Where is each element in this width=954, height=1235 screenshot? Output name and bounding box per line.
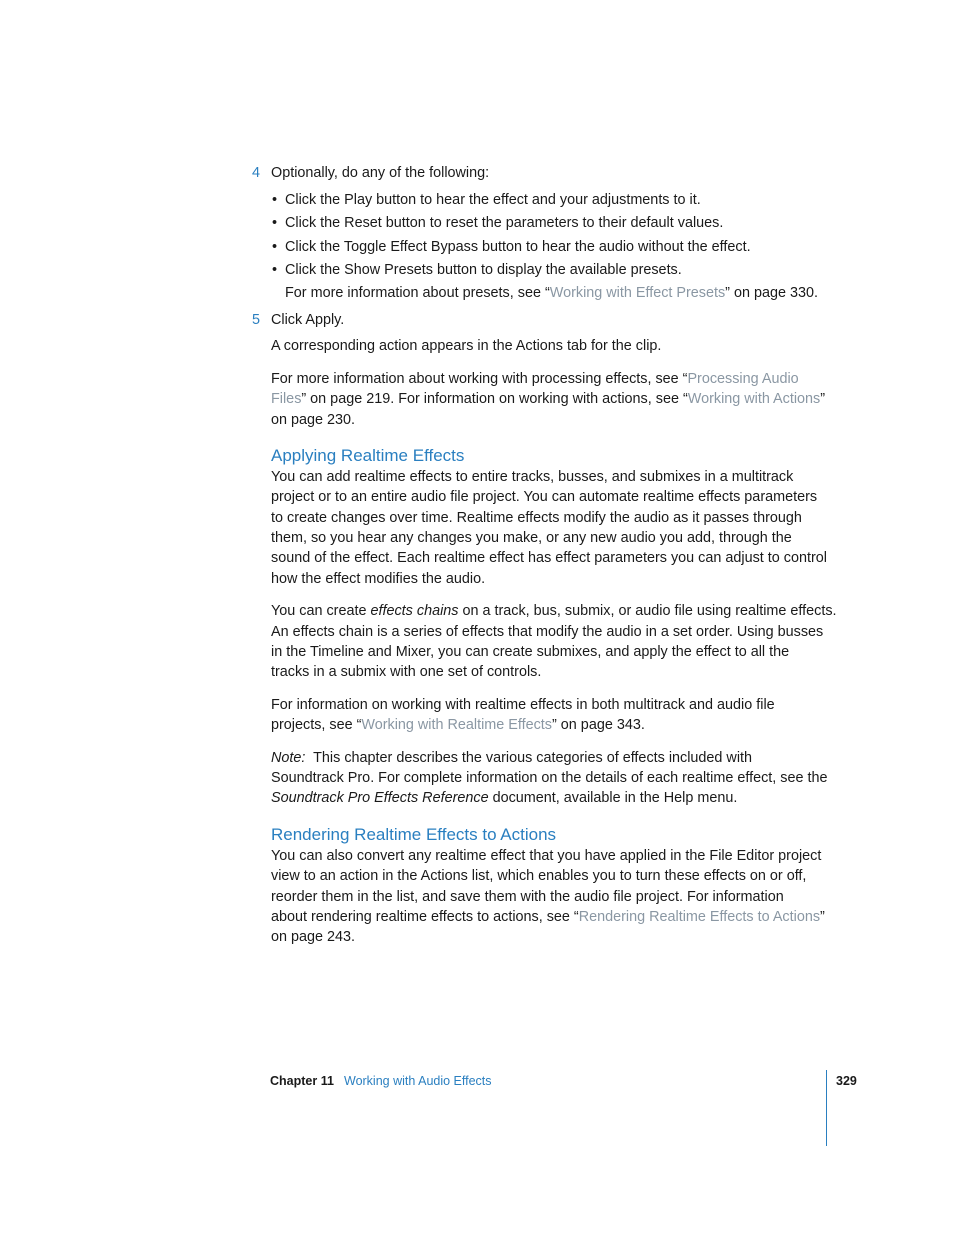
presets-info [285, 283, 818, 303]
section-heading: Applying Realtime Effects [271, 446, 465, 465]
paragraph-line: tracks in a submix with one set of controls. [271, 664, 542, 680]
info-text: For more information about working with processing effects, see “ [271, 371, 688, 387]
page-number: 329 [836, 1074, 857, 1088]
paragraph-line: project or to an entire audio file project. You can automate realtime effects parameters [271, 489, 818, 505]
paragraph-line [271, 601, 837, 621]
bullet-item: Click the Show Presets button to display the available presets. [285, 262, 682, 278]
paragraph-line: how the effect modifies the audio. [271, 571, 486, 587]
step-text: Optionally, do any of the following: [271, 165, 490, 181]
paragraph-line: view to an action in the Actions list, which enables you to turn these effects on or off, [271, 868, 807, 884]
footer-divider [826, 1070, 827, 1146]
text: document, available in the Help menu. [488, 790, 738, 806]
text: This chapter describes the various categories of effects included with [305, 750, 753, 766]
info-text: ” on page 219. For information on working with actions, see “ [301, 391, 688, 407]
footer-chapter: Chapter 11 [270, 1074, 334, 1088]
rendering-realtime-effects-link[interactable]: Rendering Realtime Effects to Actions [578, 909, 821, 925]
bullet-dot: • [272, 192, 278, 208]
text: on a track, bus, submix, or audio file using realtime effects. [458, 603, 837, 619]
paragraph-line: You can also convert any realtime effect that you have applied in the File Editor project [271, 848, 822, 864]
text: projects, see “ [271, 717, 362, 733]
presets-link[interactable]: Working with Effect Presets [549, 285, 726, 301]
step-number: 4 [252, 165, 261, 181]
paragraph-line: sound of the effect. Each realtime effect has effect parameters you can adjust to control [271, 550, 827, 566]
emphasis: Soundtrack Pro Effects Reference [271, 790, 489, 806]
footer-chapter-title[interactable]: Working with Audio Effects [344, 1074, 492, 1088]
emphasis: effects chains [370, 603, 459, 619]
info-line-2 [271, 389, 825, 409]
note-label: Note: [271, 750, 306, 766]
bullet-item: Click the Reset button to reset the parameters to their default values. [285, 215, 724, 231]
working-with-realtime-effects-link[interactable]: Working with Realtime Effects [361, 717, 553, 733]
bullet-dot: • [272, 239, 278, 255]
info-text: ” [820, 391, 826, 407]
paragraph-line: An effects chain is a series of effects that modify the audio in a set order. Using busses [271, 624, 824, 640]
bullet-dot: • [272, 262, 278, 278]
paragraph-line: For information on working with realtime effects in both multitrack and audio file [271, 697, 775, 713]
text: You can create [271, 603, 371, 619]
processing-audio-link[interactable]: Processing Audio [687, 371, 799, 387]
processing-audio-link-cont[interactable]: Files [271, 391, 302, 407]
text: ” [820, 909, 825, 925]
bullet-dot: • [272, 215, 278, 231]
text: ” on page 343. [552, 717, 645, 733]
paragraph-line: in the Timeline and Mixer, you can create submixes, and apply the effect to all the [271, 644, 790, 660]
info-line-3: on page 230. [271, 412, 356, 428]
working-with-actions-link[interactable]: Working with Actions [687, 391, 821, 407]
text: about rendering realtime effects to actions, see “ [271, 909, 579, 925]
paragraph-line [271, 907, 825, 927]
bullet-item: Click the Play button to hear the effect and your adjustments to it. [285, 192, 701, 208]
info-line-1 [271, 369, 799, 389]
section-heading: Rendering Realtime Effects to Actions [271, 825, 557, 844]
step-number: 5 [252, 312, 261, 328]
note-line [271, 748, 752, 768]
paragraph-line: on page 243. [271, 929, 356, 945]
step-result: A corresponding action appears in the Actions tab for the clip. [271, 338, 662, 354]
presets-info-post: ” on page 330. [725, 285, 818, 301]
note-line [271, 788, 737, 808]
paragraph-line: them, so you hear any changes you make, or any new audio you add, through the [271, 530, 792, 546]
bullet-item: Click the Toggle Effect Bypass button to hear the audio without the effect. [285, 239, 751, 255]
paragraph-line: to create changes over time. Realtime effects modify the audio as it passes through [271, 510, 802, 526]
paragraph-line: reorder them in the list, and save them with the audio file project. For information [271, 889, 784, 905]
step-text: Click Apply. [271, 312, 345, 328]
note-line: Soundtrack Pro. For complete information on the details of each realtime effect, see the [271, 770, 828, 786]
presets-info-pre: For more information about presets, see “ [285, 285, 550, 301]
paragraph-line: You can add realtime effects to entire tracks, busses, and submixes in a multitrack [271, 469, 794, 485]
paragraph-line [271, 715, 645, 735]
